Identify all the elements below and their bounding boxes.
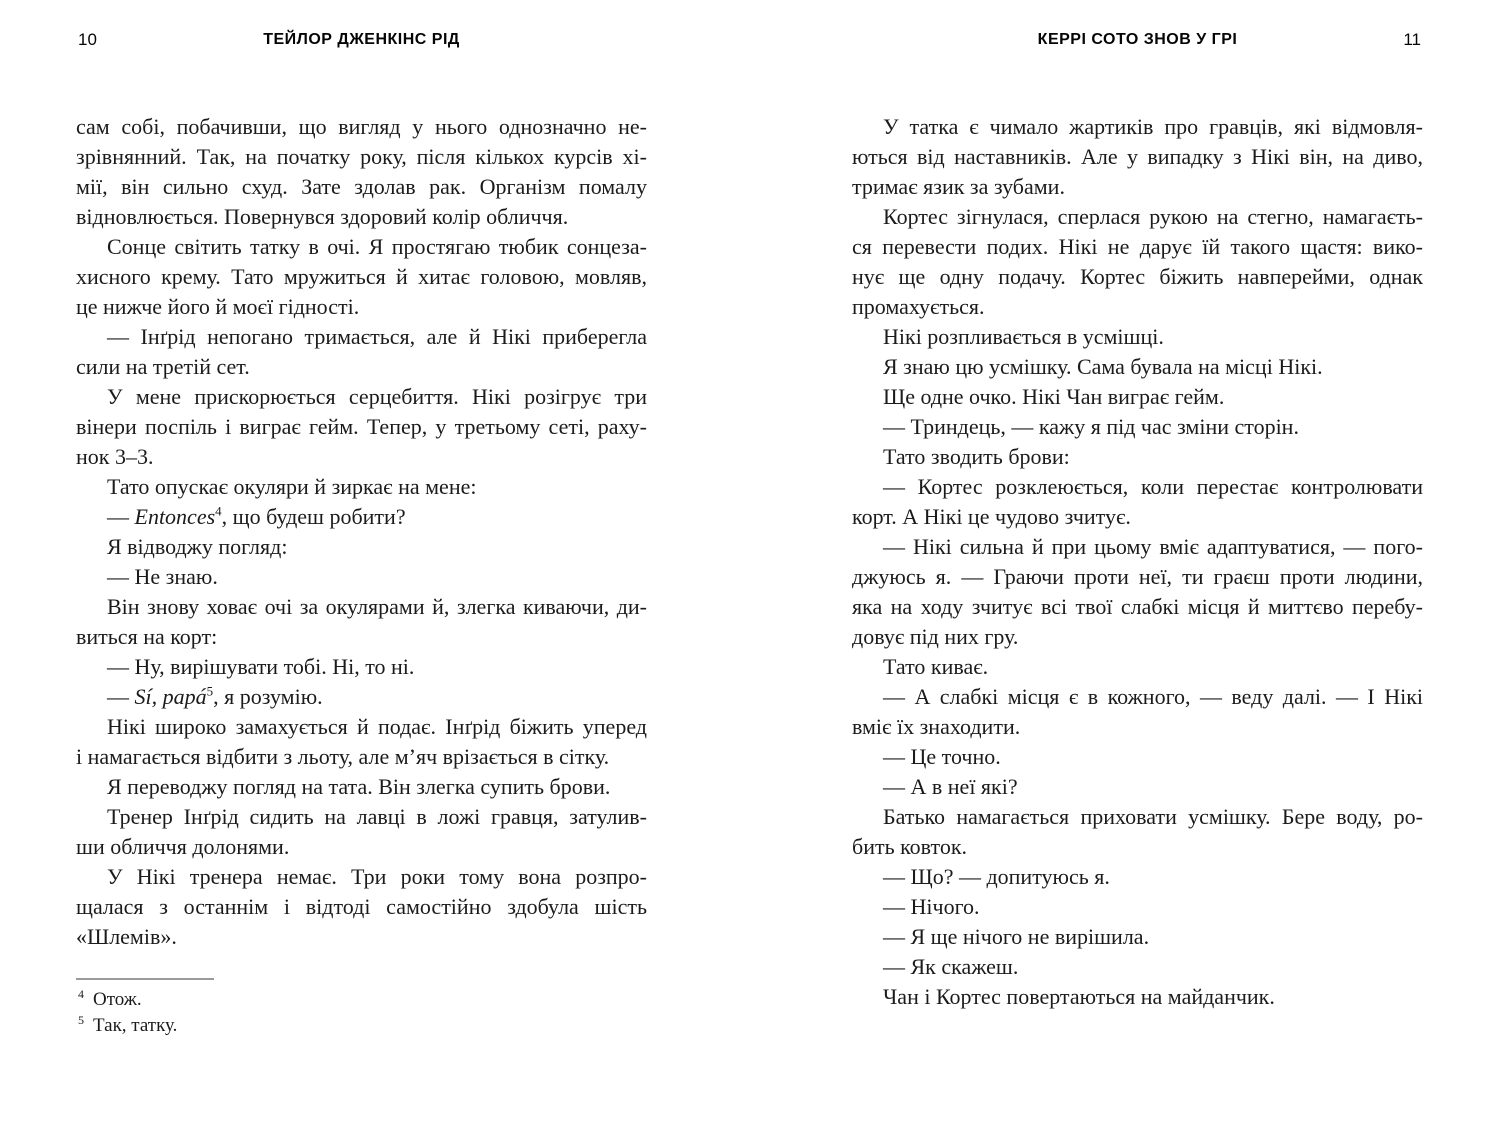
text-line	[852, 292, 1423, 322]
text-segment: Він знову ховає очі за окулярами й, злегка киваючи, ди-	[107, 594, 647, 619]
text-line	[76, 232, 647, 262]
text-segment: — Це точно.	[883, 744, 1001, 769]
text-segment: — Не знаю.	[107, 564, 218, 589]
text-line	[852, 862, 1423, 892]
text-segment: , що будеш робити?	[221, 504, 406, 529]
text-line	[76, 802, 647, 832]
text-segment: мії, він сильно схуд. Зате здолав рак. Організм помалу	[76, 174, 647, 199]
text-segment: нує ще одну подачу. Кортес біжить навперейми, однак	[852, 264, 1423, 289]
text-segment: Тато опускає окуляри й зиркає на мене:	[107, 474, 477, 499]
text-segment: Нікі широко замахується й подає. Інґрід біжить уперед	[107, 714, 647, 739]
text-line	[852, 172, 1423, 202]
text-line	[76, 652, 647, 682]
text-line	[76, 142, 647, 172]
text-segment: бить ковток.	[852, 834, 968, 859]
text-segment: Батько намагається приховати усмішку. Бере воду, ро-	[883, 804, 1423, 829]
page-number: 11	[1403, 30, 1421, 49]
text-line	[76, 382, 647, 412]
footnote: $^5$ Так, татку.	[78, 1012, 178, 1036]
text-segment: У Нікі тренера немає. Три роки тому вона розпро-	[107, 864, 647, 889]
text-segment: — Інґрід непогано тримається, але й Нікі приберегла	[107, 324, 647, 349]
text-segment: Sí, papá	[134, 684, 207, 709]
text-line	[852, 742, 1423, 772]
text-line	[76, 322, 647, 352]
text-line	[852, 952, 1423, 982]
text-segment: — Я ще нічого не вирішила.	[883, 924, 1150, 949]
footnote-ref: 4	[215, 503, 222, 519]
text-segment: яка на ходу зчитує всі твої слабкі місця й миттєво перебу-	[852, 594, 1423, 619]
footnotes	[76, 987, 647, 1039]
text-line	[852, 982, 1423, 1012]
text-line	[76, 862, 647, 892]
text-segment: вміє їх знаходити.	[852, 714, 1021, 739]
text-segment: Я знаю цю усмішку. Сама бувала на місці Нікі.	[883, 354, 1323, 379]
text-segment: зрівнянний. Так, на початку року, після кількох курсів хі-	[76, 144, 647, 169]
text-line	[76, 412, 647, 442]
text-segment: Сонце світить татку в очі. Я простягаю тюбик сонцеза-	[107, 234, 647, 259]
text-line	[76, 592, 647, 622]
text-segment: Я відводжу погляд:	[107, 534, 288, 559]
text-segment: тримає язик за зубами.	[852, 174, 1065, 199]
text-segment: Ще одне очко. Нікі Чан виграє гейм.	[883, 384, 1225, 409]
text-segment: — Триндець, — кажу я під час зміни сторін.	[883, 414, 1299, 439]
text-segment: —	[107, 504, 135, 529]
text-segment: довує під них гру.	[852, 624, 1019, 649]
text-segment: Entonces	[134, 504, 216, 529]
text-segment: Тренер Інґрід сидить на лавці в ложі гравця, затулив-	[107, 804, 647, 829]
text-segment: нок 3–3.	[76, 444, 154, 469]
text-segment: виться на корт:	[76, 624, 218, 649]
text-segment: промахується.	[852, 294, 985, 319]
text-line	[852, 832, 1423, 862]
text-segment: ються від наставників. Але у випадку з Нікі він, на диво,	[852, 144, 1423, 169]
text-line	[76, 172, 647, 202]
text-segment: — А в неї які?	[883, 774, 1018, 799]
text-segment: щалася з останнім і відтоді самостійно здобула шість	[76, 894, 647, 919]
text-segment: «Шлемів».	[76, 924, 177, 949]
text-line	[852, 622, 1423, 652]
footnote-marker: 5	[78, 1012, 84, 1027]
text-segment: джуюсь я. — Граючи проти неї, ти граєш проти людини,	[852, 564, 1423, 589]
text-segment: Нікі розпливається в усмішці.	[883, 324, 1164, 349]
page-left	[76, 30, 647, 1039]
text-line	[852, 352, 1423, 382]
text-segment: ши обличчя долонями.	[76, 834, 290, 859]
text-line	[852, 682, 1423, 712]
text-line	[852, 562, 1423, 592]
text-segment: і намагається відбити з льоту, але м’яч врізається в сітку.	[76, 744, 610, 769]
text-line	[852, 772, 1423, 802]
text-line	[76, 472, 647, 502]
text-line	[852, 502, 1423, 532]
text-line	[852, 382, 1423, 412]
page-header	[852, 30, 1423, 50]
text-segment: ся перевести подих. Нікі не дарує їй такого щастя: вико-	[852, 234, 1423, 259]
text-line	[852, 442, 1423, 472]
text-line	[76, 502, 647, 532]
page-header	[76, 30, 647, 50]
text-line	[76, 772, 647, 802]
page-number: 10	[78, 30, 97, 49]
text-segment: Тато киває.	[883, 654, 989, 679]
text-segment: —	[107, 684, 135, 709]
footnote-divider	[76, 978, 214, 980]
page-body	[76, 112, 647, 952]
text-line	[76, 682, 647, 712]
text-segment: вінери поспіль і виграє гейм. Тепер, у третьому сеті, раху-	[76, 414, 647, 439]
text-line	[852, 892, 1423, 922]
text-segment: , я розумію.	[213, 684, 323, 709]
text-segment: Тато зводить брови:	[883, 444, 1070, 469]
text-line	[852, 202, 1423, 232]
text-segment: У татка є чимало жартиків про гравців, які відмовля-	[883, 114, 1423, 139]
text-line	[852, 322, 1423, 352]
text-line	[76, 922, 647, 952]
text-line	[852, 592, 1423, 622]
page-right	[852, 30, 1423, 1012]
text-segment: відновлюється. Повернувся здоровий колір обличчя.	[76, 204, 569, 229]
text-line	[76, 532, 647, 562]
text-segment: це нижче його й моєї гідності.	[76, 294, 360, 319]
text-segment: Я переводжу погляд на тата. Він злегка супить брови.	[107, 774, 611, 799]
text-line	[76, 292, 647, 322]
text-line	[76, 352, 647, 382]
text-line	[76, 892, 647, 922]
text-line	[852, 412, 1423, 442]
text-line	[852, 112, 1423, 142]
text-segment: — А слабкі місця є в кожного, — веду далі. — І Нікі	[883, 684, 1423, 709]
text-line	[852, 922, 1423, 952]
text-line	[852, 262, 1423, 292]
text-line	[852, 142, 1423, 172]
text-line	[76, 442, 647, 472]
text-segment: Кортес зігнулася, сперлася рукою на стегно, намагаєть-	[883, 204, 1423, 229]
text-segment: — Ну, вирішувати тобі. Ні, то ні.	[107, 654, 415, 679]
footnote-ref: 5	[206, 683, 214, 699]
text-segment: сам собі, побачивши, що вигляд у нього однозначно не-	[76, 114, 647, 139]
page-body	[852, 112, 1423, 1012]
text-segment: — Нічого.	[883, 894, 980, 919]
running-header-author: ТЕЙЛОР ДЖЕНКІНС РІД	[263, 31, 460, 48]
text-segment: — Кортес розклеюється, коли перестає контролювати	[883, 474, 1423, 499]
text-segment: корт. А Нікі це чудово зчитує.	[852, 504, 1131, 529]
text-line	[852, 652, 1423, 682]
text-segment: — Як скажеш.	[883, 954, 1019, 979]
text-line	[76, 742, 647, 772]
footnote: $^4$ Отож.	[78, 986, 142, 1010]
text-line	[852, 532, 1423, 562]
text-line	[76, 562, 647, 592]
text-segment: сили на третій сет.	[76, 354, 250, 379]
text-segment: — Що? — допитуюсь я.	[883, 864, 1110, 889]
text-segment: У мене прискорюється серцебиття. Нікі розігрує три	[107, 384, 647, 409]
text-line	[76, 202, 647, 232]
text-line	[852, 802, 1423, 832]
running-header-title: КЕРРІ СОТО ЗНОВ У ГРІ	[1037, 31, 1238, 48]
text-line	[852, 712, 1423, 742]
text-line	[852, 472, 1423, 502]
text-line	[76, 622, 647, 652]
text-segment: — Нікі сильна й при цьому вміє адаптуватися, — пого-	[883, 534, 1423, 559]
text-line	[76, 112, 647, 142]
text-line	[852, 232, 1423, 262]
text-line	[76, 712, 647, 742]
footnote-marker: 4	[78, 986, 84, 1001]
text-line	[76, 262, 647, 292]
text-line	[76, 832, 647, 862]
text-segment: Чан і Кортес повертаються на майданчик.	[883, 984, 1275, 1009]
text-segment: хисного крему. Тато мружиться й хитає головою, мовляв,	[76, 264, 647, 289]
